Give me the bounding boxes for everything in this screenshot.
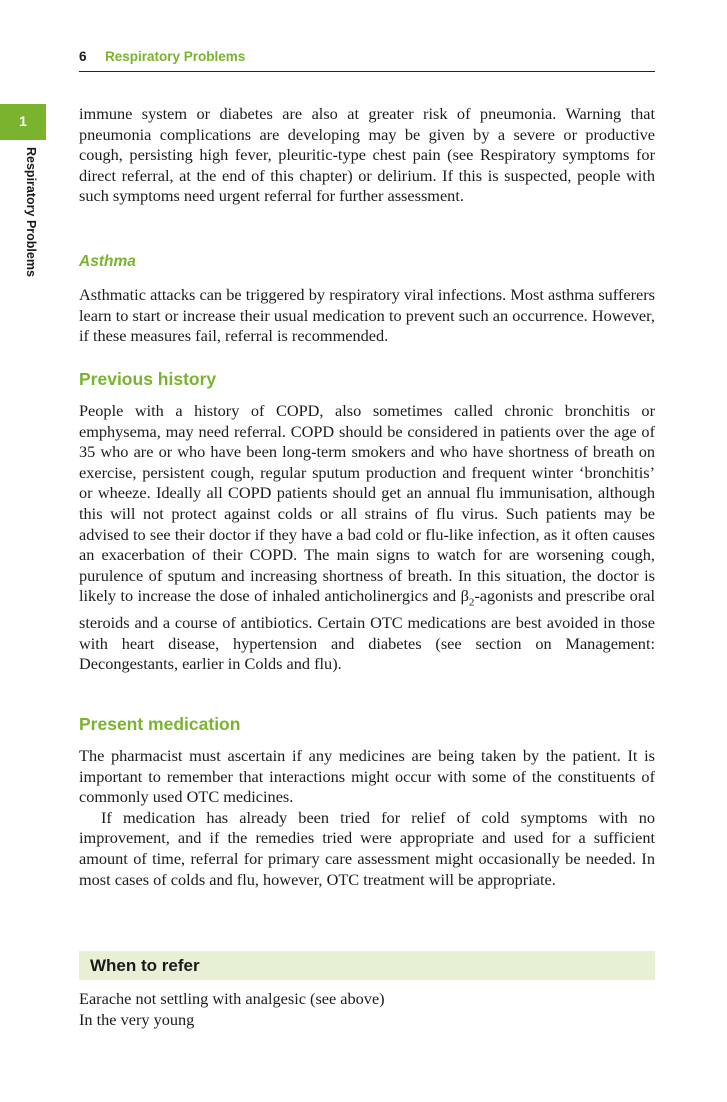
previous-history-block [79,401,655,675]
present-medication-paragraph-2: If medication has already been tried for relief of cold symptoms with no improvement, and if the remedies tried were appropriate and used for a sufficient amount of time, referral for primary care assessment might occasionally be needed. In most cases of colds and flu, however, OTC treatment will be appropriate. [79,807,655,889]
asthma-paragraph-block [79,285,655,347]
intro-paragraph: immune system or diabetes are also at greater risk of pneumonia. Warning that pneumonia complications are developing may be given by a severe or productive cough, persisting high fever, pleuritic-type chest pain (see Respiratory symptoms for direct referral, at the end of this chapter) or delirium. If this is suspected, people with such symptoms need urgent referral for further assessment. [79,104,655,206]
previous-history-text-b: -agonists and prescribe oral steroids and a course of antibiotics. Certain OTC medications are best avoided in those with heart disease, hypertension and diabetes (see section on Management: Decongestants, earlier in Colds and flu). [79,586,655,674]
previous-history-heading: Previous history [79,369,217,389]
beta-subscript: 2 [468,596,475,609]
asthma-heading: Asthma [79,253,136,270]
previous-history-text-a: People with a history of COPD, also sometimes called chronic bronchitis or emphysema, may need referral. COPD should be considered in patients over the age of 35 who are or who have been long-term smokers and who have shortness of breath on exercise, persistent cough, regular sputum production and frequent winter ‘bronchitis’ or wheeze. Ideally all COPD patients should get an annual flu immunisation, although this will not protect against colds or all strains of flu virus. Such patients may be advised to see their doctor if they have a bad cold or flu-like infection, as it often causes an exacerbation of their COPD. The main signs to watch for are worsening cough, purulence of sputum and increasing shortness of breath. In this situation, the doctor is likely to increase the dose of inhaled anticholinergics and β [79,401,655,606]
asthma-paragraph: Asthmatic attacks can be triggered by respiratory viral infections. Most asthma sufferers learn to start or increase their usual medication to prevent such an occurrence. However, if these measures fail, referral is recommended. [79,285,655,346]
when-to-refer-title: When to refer [90,956,200,975]
present-medication-heading: Present medication [79,714,241,734]
chapter-number: 1 [19,113,27,129]
present-medication-paragraph-1: The pharmacist must ascertain if any medicines are being taken by the patient. It is important to remember that interactions might occur with some of the constituents of commonly used OTC medicines. [79,746,655,807]
refer-item: Earache not settling with analgesic (see above) [79,989,385,1008]
previous-history-paragraph [79,401,655,675]
intro-paragraph-block [79,104,655,207]
chapter-side-label-wrap [24,147,40,297]
page-number: 6 [79,49,87,64]
present-medication-block [79,746,655,890]
chapter-side-label: Respiratory Problems [24,147,38,277]
running-header [79,47,655,72]
chapter-tab [0,104,46,140]
refer-item: In the very young [79,1010,195,1029]
when-to-refer-box [79,951,655,980]
running-title: Respiratory Problems [105,49,246,64]
